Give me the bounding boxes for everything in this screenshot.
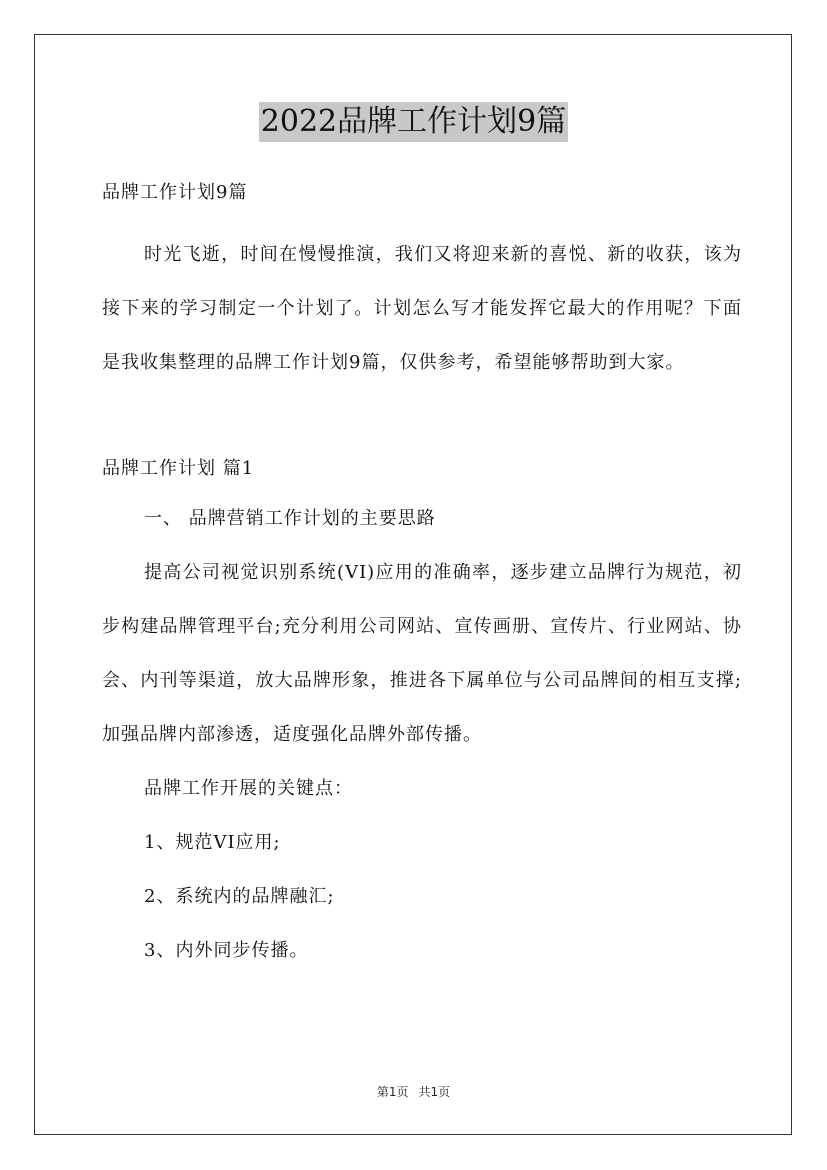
section1-paragraph: 提高公司视觉识别系统(VI)应用的准确率，逐步建立品牌行为规范，初步构建品牌管理平台;充分利用公司网站、宣传画册、宣传片、行业网站、协会、内刊等渠道，放大品牌形象，推进各下属单位与公司品牌间的相互支撑;加强品牌内部渗透，适度强化品牌外部传播。 (102, 562, 742, 745)
page-footer (0, 1083, 827, 1100)
page-number-current: 第1页 (376, 1085, 409, 1099)
list-item: 1、规范VI应用; (144, 832, 281, 853)
section1-heading: 品牌工作计划 篇1 (102, 458, 255, 479)
section1-point1: 一、 品牌营销工作计划的主要思路 (144, 508, 436, 529)
document-title: 2022品牌工作计划9篇 (259, 102, 568, 142)
section-gap (102, 390, 742, 450)
title-wrap (0, 102, 827, 142)
key-points-heading: 品牌工作开展的关键点： (144, 778, 353, 799)
intro-paragraph: 时光飞逝，时间在慢慢推演，我们又将迎来新的喜悦、新的收获，该为接下来的学习制定一个计划了。计划怎么写才能发挥它最大的作用呢？下面是我收集整理的品牌工作计划9篇，仅供参考，希望能够帮助到大家。 (102, 244, 742, 373)
document-body (102, 174, 742, 978)
list-item: 2、系统内的品牌融汇; (144, 886, 335, 907)
document-subtitle: 品牌工作计划9篇 (102, 182, 248, 203)
page-number-total: 共1页 (418, 1085, 451, 1099)
list-item: 3、内外同步传播。 (144, 940, 309, 961)
